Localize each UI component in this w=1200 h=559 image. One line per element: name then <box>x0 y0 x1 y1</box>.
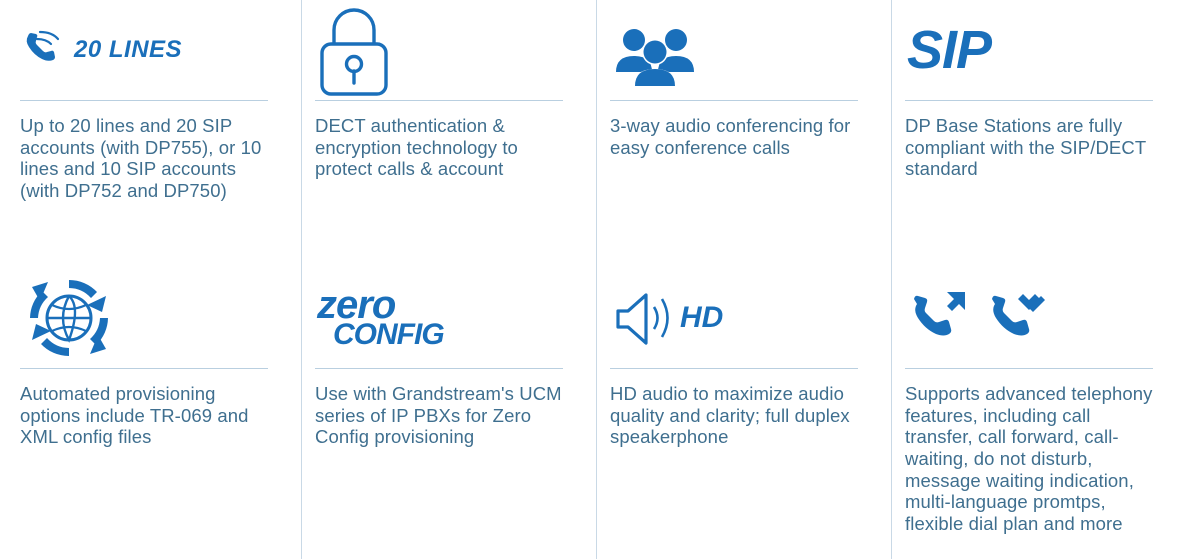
feature-description: Automated provisioning options include TR-069 and XML config files <box>20 383 249 448</box>
hd-text-icon: HD <box>680 301 724 334</box>
feature-card-dect-encryption <box>315 0 610 268</box>
divider <box>905 100 1153 101</box>
sip-text-icon: SIP <box>907 20 992 80</box>
divider <box>315 100 563 101</box>
feature-card-sip-standard <box>905 0 1200 268</box>
call-transfer-icon <box>907 286 971 350</box>
icon-area <box>20 0 287 100</box>
icon-area <box>20 268 287 368</box>
divider <box>20 100 268 101</box>
divider <box>905 368 1153 369</box>
zero-word: zero <box>317 282 396 327</box>
feature-card-zero-config <box>315 268 610 559</box>
feature-card-hd-audio <box>610 268 905 559</box>
call-forward-icon <box>985 286 1049 350</box>
feature-description: Use with Grandstream's UCM series of IP PBXs for Zero Config provisioning <box>315 383 562 448</box>
divider <box>610 368 858 369</box>
divider <box>610 100 858 101</box>
feature-description: 3-way audio conferencing for easy conference calls <box>610 115 851 158</box>
icon-area <box>610 0 877 100</box>
three-people-conference-icon <box>612 10 698 90</box>
globe-provisioning-arrows-icon <box>22 272 116 364</box>
feature-description: Supports advanced telephony features, including call transfer, call forward, call-waiting, do not disturb, message waiting indication, multi-language promtps, flexible dial plan and more <box>905 383 1153 534</box>
speaker-icon <box>612 287 670 349</box>
icon-area <box>610 268 877 368</box>
feature-description: DP Base Stations are fully compliant with the SIP/DECT standard <box>905 115 1146 180</box>
icon-area <box>315 0 582 100</box>
divider <box>20 368 268 369</box>
padlock-icon <box>317 2 391 98</box>
feature-card-auto-provisioning <box>20 268 315 559</box>
icon-area <box>315 268 582 368</box>
divider <box>315 368 563 369</box>
feature-description: Up to 20 lines and 20 SIP accounts (with DP755), or 10 lines and 10 SIP accounts (with DP752 and DP750) <box>20 115 262 201</box>
feature-card-advanced-telephony <box>905 268 1200 559</box>
phone-handset-icon <box>22 30 68 70</box>
zero-config-text-icon <box>317 282 444 352</box>
feature-card-20-lines <box>20 0 315 268</box>
feature-description: DECT authentication & encryption technology to protect calls & account <box>315 115 518 180</box>
badge-text: 20 LINES <box>74 36 183 63</box>
feature-description: HD audio to maximize audio quality and clarity; full duplex speakerphone <box>610 383 850 448</box>
icon-area <box>905 0 1172 100</box>
config-word: CONFIG <box>333 318 444 352</box>
feature-card-3way-conference <box>610 0 905 268</box>
icon-area <box>905 268 1172 368</box>
